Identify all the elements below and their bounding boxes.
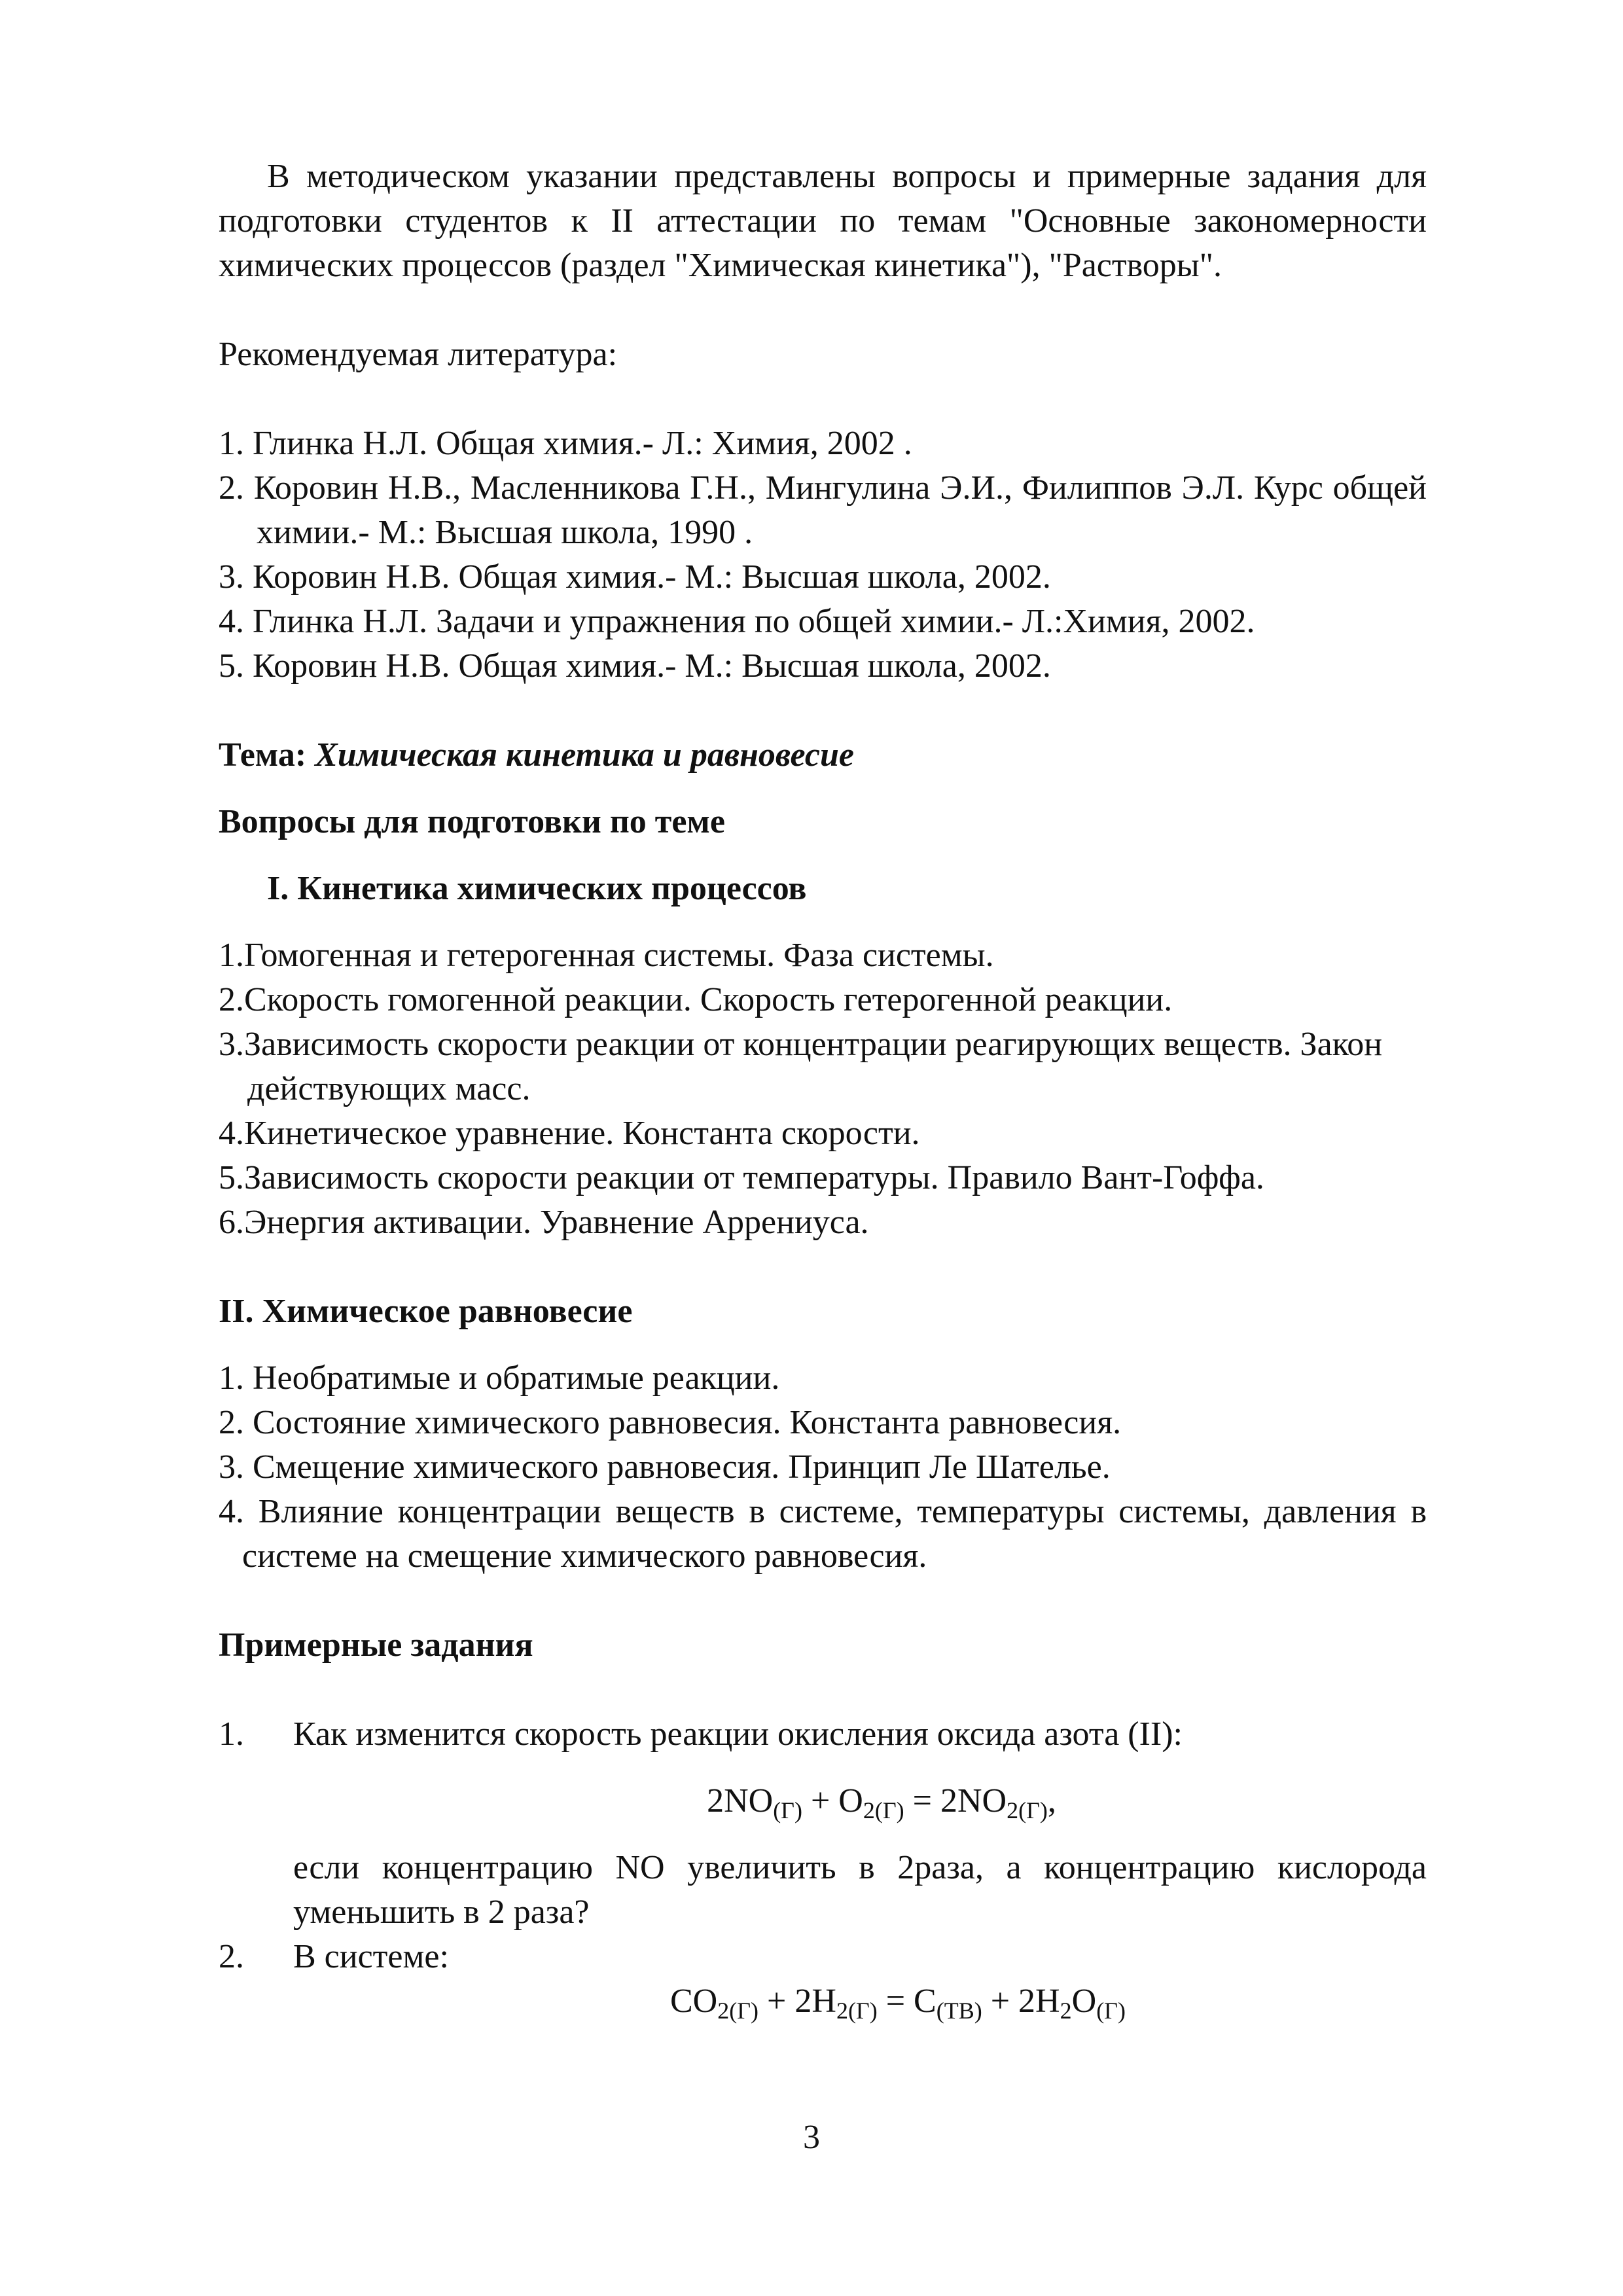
topic-heading (219, 733, 1427, 778)
literature-item: 5. Коровин Н.В. Общая химия.- М.: Высшая школа, 2002. (219, 647, 1051, 685)
literature-item: 1. Глинка Н.Л. Общая химия.- Л.: Химия, 2002 . (219, 425, 912, 462)
task-1 (219, 1712, 1427, 1757)
section2-title: II. Химическое равновесие (219, 1293, 633, 1330)
task-text: Как изменится скорость реакции окисления оксида азота (II): (293, 1715, 1183, 1753)
literature-item: 2. Коровин Н.В., Масленникова Г.Н., Мингулина Э.И., Филиппов Э.Л. Курс общей химии.- М.: Высшая школа, 1990 . (219, 469, 1427, 551)
task-text: В системе: (293, 1938, 449, 1975)
literature-item: 3. Коровин Н.В. Общая химия.- М.: Высшая школа, 2002. (219, 558, 1051, 596)
question-item: 3. Смещение химического равновесия. Принцип Ле Шателье. (219, 1448, 1111, 1486)
question-item: 1.Гомогенная и гетерогенная системы. Фаза системы. (219, 937, 994, 974)
task-number: 2. (219, 1938, 244, 1975)
literature-list (219, 422, 1427, 689)
topic-label: Тема: (219, 736, 307, 774)
intro-paragraph: В методическом указании представлены вопросы и примерные задания для подготовки студентов к II аттестации по темам "Основные закономерности химических процессов (раздел "Химическая кинетика"), "Растворы". (219, 158, 1427, 284)
question-item: 5.Зависимость скорости реакции от температуры. Правило Вант-Гоффа. (219, 1159, 1264, 1196)
reaction-equation-1: $2NO_{(Г)} + O_{2(Г)} = 2NO_{2(Г)}$, (707, 1782, 1056, 1823)
section2-list (219, 1356, 1427, 1579)
page-number: 3 (803, 2119, 820, 2156)
question-item: 6.Энергия активации. Уравнение Аррениуса. (219, 1204, 869, 1241)
questions-heading: Вопросы для подготовки по теме (219, 803, 725, 840)
literature-item: 4. Глинка Н.Л. Задачи и упражнения по общей химии.- Л.:Химия, 2002. (219, 603, 1255, 640)
question-item: 4.Кинетическое уравнение. Константа скорости. (219, 1115, 920, 1152)
document-body (219, 154, 1427, 2024)
task-number: 1. (219, 1715, 244, 1753)
literature-heading: Рекомендуемая литература: (219, 336, 618, 373)
question-item: 1. Необратимые и обратимые реакции. (219, 1359, 780, 1397)
reaction-equation-2: $CO_{2(Г)} + 2H_{2(Г)} = C_{(ТВ)} + 2H_2O_{(Г)}$ (670, 1982, 1126, 2024)
topic-title: Химическая кинетика и равновесие (315, 736, 854, 774)
question-item: 2. Состояние химического равновесия. Константа равновесия. (219, 1404, 1122, 1441)
task-2 (219, 1935, 1427, 1979)
question-item: 4. Влияние концентрации веществ в системе, температуры системы, давления в системе на смещение химического равновесия. (219, 1493, 1427, 1575)
question-item: 3.Зависимость скорости реакции от концентрации реагирующих веществ. Закон действующих масс. (219, 1026, 1383, 1107)
task-1-condition: если концентрацию NO увеличить в 2раза, а концентрацию кислорода уменьшить в 2 раза? (293, 1849, 1427, 1931)
section1-list (219, 933, 1427, 1245)
question-item: 2.Скорость гомогенной реакции. Скорость гетерогенной реакции. (219, 981, 1173, 1018)
tasks-heading: Примерные задания (219, 1626, 533, 1664)
section1-title: I. Кинетика химических процессов (267, 870, 807, 907)
